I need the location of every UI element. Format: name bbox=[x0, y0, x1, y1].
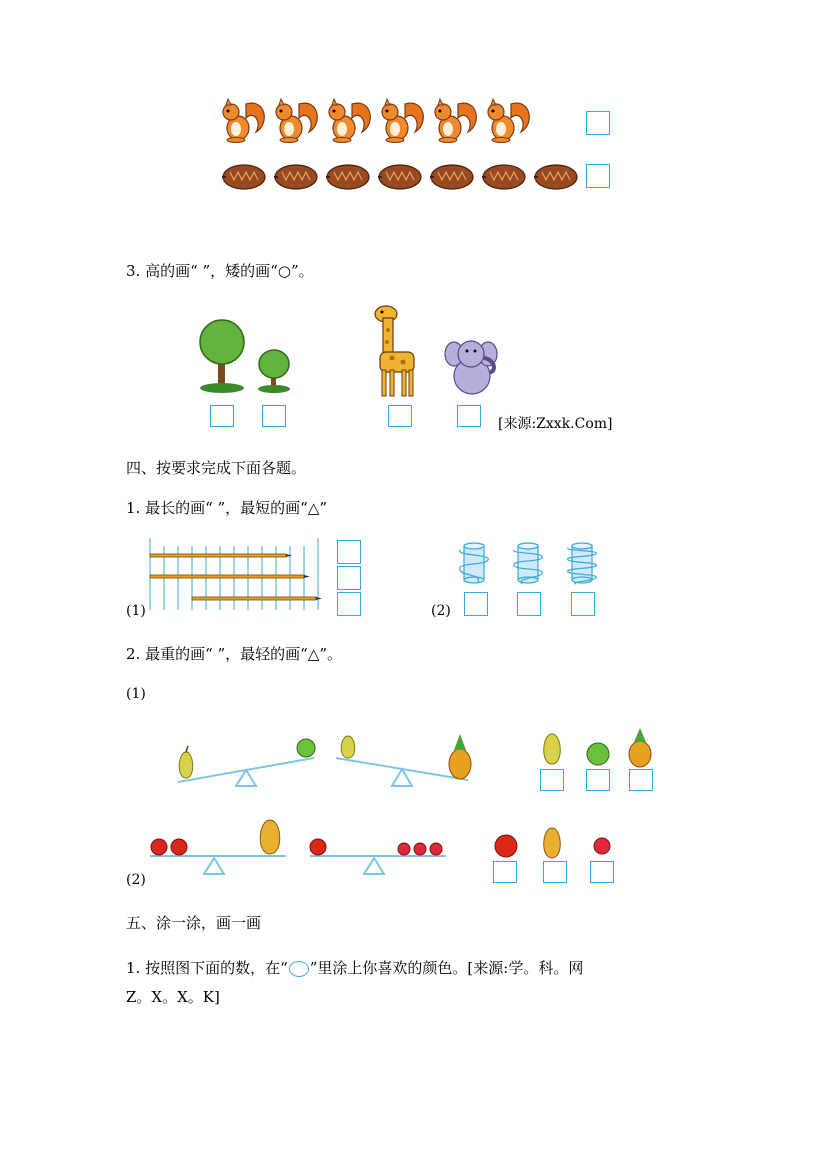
fruit-icons-2 bbox=[490, 824, 620, 860]
answer-box-short-tree[interactable] bbox=[262, 405, 286, 427]
fruit-options-2 bbox=[490, 824, 620, 860]
squirrel-icons bbox=[216, 96, 536, 146]
pencil-grid-graphic bbox=[140, 538, 330, 612]
answer-box-pencil-1[interactable] bbox=[337, 540, 361, 564]
balance-row-2 bbox=[146, 816, 450, 878]
answer-box-apple-1[interactable] bbox=[586, 769, 610, 791]
answer-box-cylinder-2[interactable] bbox=[517, 592, 541, 616]
section4-heading: 四、按要求完成下面各题。 bbox=[126, 459, 307, 477]
elephant bbox=[444, 336, 500, 398]
balance-scales-1 bbox=[168, 724, 488, 794]
cylinders bbox=[452, 540, 602, 586]
q1-label-2: (2) bbox=[431, 603, 451, 619]
squirrel-row bbox=[216, 96, 536, 146]
section5-q1-line2: Z。X。X。K] bbox=[126, 988, 220, 1006]
answer-box-squirrels[interactable] bbox=[586, 111, 610, 135]
q2-label-1: (1) bbox=[126, 686, 146, 702]
fruit-icons-1 bbox=[536, 726, 660, 768]
answer-box-pear-2[interactable] bbox=[543, 861, 567, 883]
balance-scales-2 bbox=[146, 816, 450, 878]
answer-box-pineapple-1[interactable] bbox=[629, 769, 653, 791]
elephant-icon bbox=[444, 336, 500, 398]
answer-box-tall-tree[interactable] bbox=[210, 405, 234, 427]
answer-box-pencil-3[interactable] bbox=[337, 592, 361, 616]
pinecone-icons bbox=[218, 160, 588, 196]
cylinder-icons bbox=[452, 540, 602, 586]
section5-heading: 五、涂一涂，画一画 bbox=[126, 914, 262, 932]
tall-tree bbox=[198, 318, 248, 394]
q1-heading: 1. 最长的画“ ”，最短的画“△” bbox=[126, 499, 328, 517]
balance-row-1 bbox=[168, 724, 488, 794]
giraffe-icon bbox=[370, 300, 426, 400]
giraffe bbox=[370, 300, 426, 400]
answer-box-apple-2[interactable] bbox=[493, 861, 517, 883]
circle-icon bbox=[289, 961, 309, 977]
fruit-options-1 bbox=[536, 726, 660, 768]
section5-q1-line1 bbox=[126, 957, 583, 978]
section5-q1-text-a: 1. 按照图下面的数，在“ bbox=[126, 959, 288, 977]
section3-heading: 3. 高的画“ ”，矮的画“○”。 bbox=[126, 262, 314, 280]
answer-box-pear-1[interactable] bbox=[540, 769, 564, 791]
pinecone-row bbox=[218, 160, 588, 196]
answer-box-cylinder-3[interactable] bbox=[571, 592, 595, 616]
answer-box-strawberry-2[interactable] bbox=[590, 861, 614, 883]
answer-box-elephant[interactable] bbox=[457, 405, 481, 427]
q2-label-2: (2) bbox=[126, 872, 146, 888]
tree-icon bbox=[256, 348, 292, 394]
source-note: [来源:Zxxk.Com] bbox=[498, 416, 613, 432]
answer-box-pencil-2[interactable] bbox=[337, 566, 361, 590]
q1-label-1: (1) bbox=[126, 603, 146, 619]
short-tree bbox=[256, 348, 292, 394]
q2-heading: 2. 最重的画“ ”，最轻的画“△”。 bbox=[126, 645, 343, 663]
pencil-grid bbox=[140, 538, 330, 612]
tree-icon bbox=[198, 318, 248, 394]
answer-box-cylinder-1[interactable] bbox=[464, 592, 488, 616]
section5-q1-text-b: ”里涂上你喜欢的颜色。[来源:学。科。网 bbox=[309, 959, 584, 977]
answer-box-pinecones[interactable] bbox=[586, 164, 610, 188]
answer-box-giraffe[interactable] bbox=[388, 405, 412, 427]
